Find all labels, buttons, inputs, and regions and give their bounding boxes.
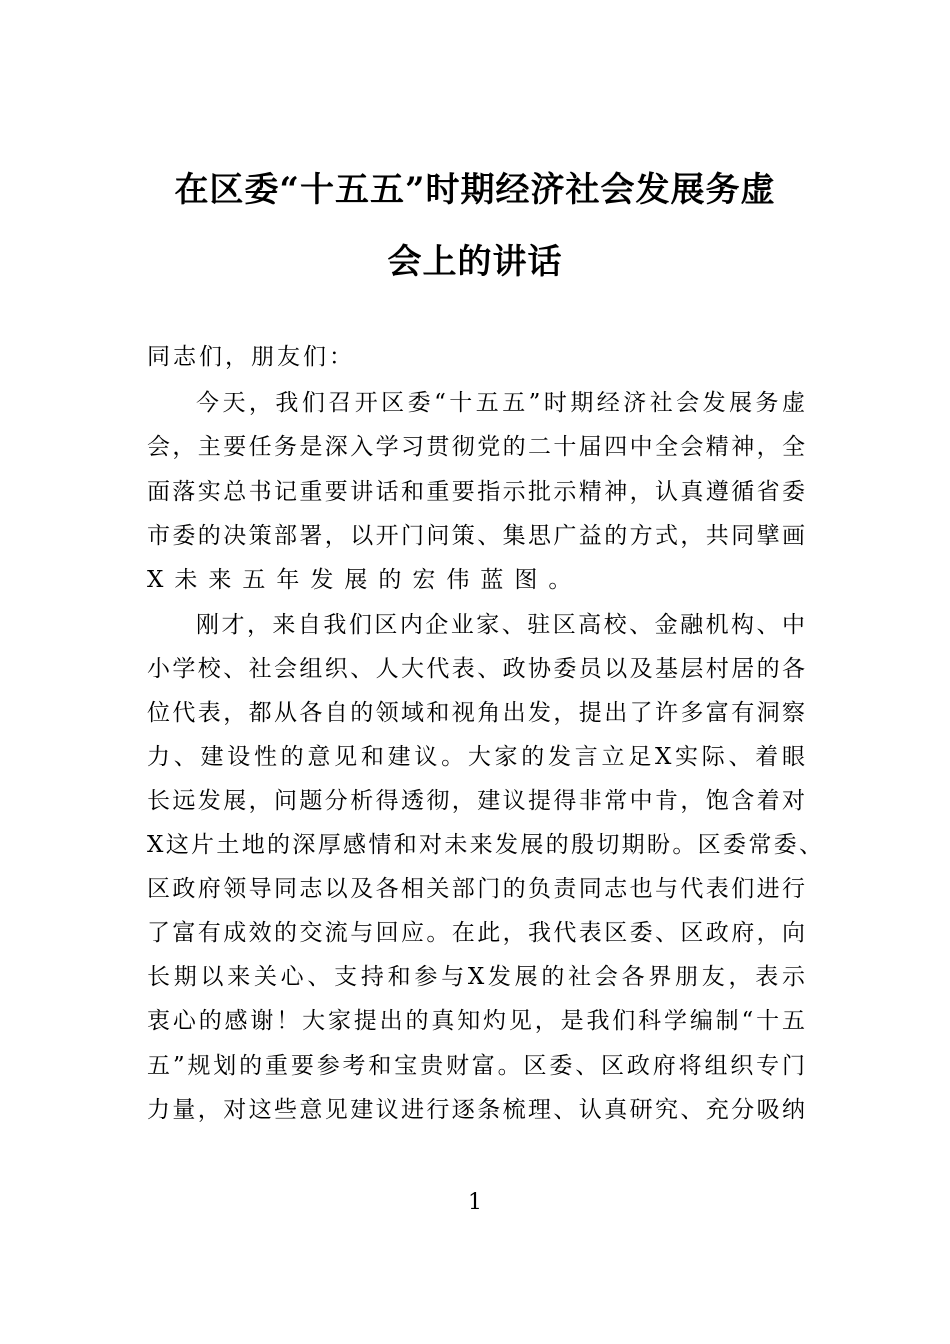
text-line: 今天，我们召开区委“十五五”时期经济社会发展务虚 <box>196 390 805 416</box>
text-line: 五”规划的重要参考和宝贵财富。区委、区政府将组织专门 <box>147 1053 805 1079</box>
text-line: 会，主要任务是深入学习贯彻党的二十届四中全会精神，全 <box>147 434 805 460</box>
text-line: X未来五年发展的宏伟蓝图。 <box>147 567 583 593</box>
page-number: 1 <box>468 1190 482 1215</box>
text-line: 区政府领导同志以及各相关部门的负责同志也与代表们进行 <box>147 876 805 902</box>
text-line: 力量，对这些意见建议进行逐条梳理、认真研究、充分吸纳 <box>147 1097 805 1123</box>
text-line: 衷心的感谢！大家提出的真知灼见，是我们科学编制“十五 <box>147 1008 805 1034</box>
text-line: 力、建设性的意见和建议。大家的发言立足X实际、着眼 <box>147 744 805 770</box>
text-line: 小学校、社会组织、人大代表、政协委员以及基层村居的各 <box>147 656 805 682</box>
text-line: 面落实总书记重要讲话和重要指示批示精神，认真遵循省委 <box>147 479 805 505</box>
salutation: 同志们，朋友们： <box>147 344 355 370</box>
text-line: 长期以来关心、支持和参与X发展的社会各界朋友，表示 <box>147 964 805 990</box>
text-line: 刚才，来自我们区内企业家、驻区高校、金融机构、中 <box>196 612 805 638</box>
text-line: 位代表，都从各自的领域和视角出发，提出了许多富有洞察 <box>147 700 805 726</box>
text-line: 市委的决策部署，以开门问策、集思广益的方式，共同擘画 <box>147 523 805 549</box>
text-line: 了富有成效的交流与回应。在此，我代表区委、区政府，向 <box>147 920 805 946</box>
text-line: 长远发展，问题分析得透彻，建议提得非常中肯，饱含着对 <box>147 788 805 814</box>
document-title-line-2: 会上的讲话 <box>387 242 563 282</box>
document-title-line-1: 在区委“十五五”时期经济社会发展务虚 <box>174 170 776 210</box>
text-line: X这片土地的深厚感情和对未来发展的殷切期盼。区委常委、 <box>147 832 822 858</box>
